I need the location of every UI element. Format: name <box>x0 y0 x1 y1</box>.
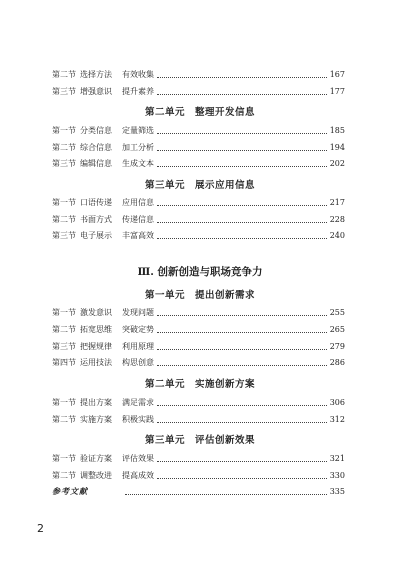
leader-dots <box>157 404 327 406</box>
unit-title: 提出创新需求 <box>195 290 256 301</box>
unit-number: 第三单元 <box>144 435 185 446</box>
leader-dots <box>157 477 327 479</box>
leader-dots <box>157 165 327 167</box>
unit-heading <box>0 432 400 446</box>
page-ref: 306 <box>329 398 345 407</box>
section-subtitle: 传递信息 <box>122 215 154 224</box>
toc-entry[interactable] <box>52 68 345 81</box>
part-title: Ⅲ. 创新创造与职场竞争力 <box>137 266 263 278</box>
section-subtitle: 生成文本 <box>122 159 154 168</box>
section-number: 第二节 <box>52 471 76 480</box>
page-ref: 330 <box>329 471 345 480</box>
section-number: 第二节 <box>52 70 76 79</box>
section-title: 书面方式 <box>80 215 112 224</box>
section-subtitle: 丰富高效 <box>122 231 154 240</box>
section-number: 第二节 <box>52 215 76 224</box>
page-ref: 217 <box>329 198 345 207</box>
page-ref: 279 <box>329 342 345 351</box>
section-subtitle: 定量筛选 <box>122 126 154 135</box>
unit-heading <box>0 287 400 301</box>
toc-entry[interactable] <box>52 157 345 170</box>
page-ref: 321 <box>329 454 345 463</box>
section-subtitle: 突破定势 <box>122 325 154 334</box>
page-ref: 228 <box>329 215 345 224</box>
page-ref: 167 <box>329 70 345 79</box>
section-title: 提出方案 <box>80 398 112 407</box>
page-number: 2 <box>37 522 44 535</box>
section-subtitle: 积极实践 <box>122 415 154 424</box>
unit-heading <box>0 104 400 118</box>
section-number: 第二节 <box>52 325 76 334</box>
section-subtitle: 利用原理 <box>122 342 154 351</box>
toc-entry[interactable] <box>52 196 345 209</box>
section-subtitle: 提升素养 <box>122 87 154 96</box>
section-subtitle: 满足需求 <box>122 398 154 407</box>
leader-dots <box>157 76 327 78</box>
page-ref: 286 <box>329 358 345 367</box>
section-subtitle: 评估效果 <box>122 454 154 463</box>
section-subtitle: 发现问题 <box>122 308 154 317</box>
section-title: 综合信息 <box>80 143 112 152</box>
toc-entry[interactable] <box>52 413 345 426</box>
section-title: 编辑信息 <box>80 159 112 168</box>
page-ref: 240 <box>329 231 345 240</box>
section-title: 增强意识 <box>80 87 112 96</box>
toc-entry[interactable] <box>52 469 345 482</box>
section-subtitle: 加工分析 <box>122 143 154 152</box>
section-number: 第一节 <box>52 398 76 407</box>
unit-number: 第二单元 <box>144 379 185 390</box>
section-subtitle: 提高成效 <box>122 471 154 480</box>
leader-dots <box>157 237 327 239</box>
unit-title: 实施创新方案 <box>195 379 256 390</box>
section-title: 分类信息 <box>80 126 112 135</box>
toc-entry[interactable] <box>52 340 345 353</box>
section-number: 第一节 <box>52 126 76 135</box>
unit-number: 第一单元 <box>144 290 185 301</box>
leader-dots <box>157 331 327 333</box>
section-number: 第二节 <box>52 415 76 424</box>
section-subtitle: 构思创意 <box>122 358 154 367</box>
unit-number: 第二单元 <box>144 107 185 118</box>
section-number: 第二节 <box>52 143 76 152</box>
section-number: 第三节 <box>52 159 76 168</box>
leader-dots <box>157 132 327 134</box>
page-ref: 177 <box>329 87 345 96</box>
section-title: 运用技法 <box>80 358 112 367</box>
section-number: 第四节 <box>52 358 76 367</box>
toc-entry[interactable] <box>52 323 345 336</box>
page-ref: 185 <box>329 126 345 135</box>
leader-dots <box>125 493 327 495</box>
section-title: 调整改进 <box>80 471 112 480</box>
leader-dots <box>157 364 327 366</box>
section-title: 拓宽思维 <box>80 325 112 334</box>
page-ref: 265 <box>329 325 345 334</box>
toc-entry[interactable] <box>52 306 345 319</box>
section-number: 第一节 <box>52 198 76 207</box>
unit-title: 评估创新效果 <box>195 435 256 446</box>
unit-title: 展示应用信息 <box>195 180 256 191</box>
page-ref: 255 <box>329 308 345 317</box>
toc-entry[interactable] <box>52 141 345 154</box>
section-title: 电子展示 <box>80 231 112 240</box>
references-label: 参考文献 <box>52 486 88 496</box>
leader-dots <box>157 348 327 350</box>
toc-entry[interactable] <box>52 85 345 98</box>
toc-entry[interactable] <box>52 452 345 465</box>
leader-dots <box>157 221 327 223</box>
page-ref: 194 <box>329 143 345 152</box>
section-subtitle: 有效收集 <box>122 70 154 79</box>
leader-dots <box>157 421 327 423</box>
toc-entry[interactable] <box>52 213 345 226</box>
leader-dots <box>157 314 327 316</box>
toc-entry[interactable] <box>52 356 345 369</box>
section-title: 激发意识 <box>80 308 112 317</box>
section-title: 实施方案 <box>80 415 112 424</box>
toc-entry[interactable] <box>52 396 345 409</box>
section-subtitle: 应用信息 <box>122 198 154 207</box>
toc-entry[interactable] <box>52 229 345 242</box>
toc-entry-references[interactable] <box>52 485 345 498</box>
leader-dots <box>157 93 327 95</box>
section-number: 第三节 <box>52 342 76 351</box>
page-ref: 312 <box>329 415 345 424</box>
section-number: 第三节 <box>52 87 76 96</box>
unit-number: 第三单元 <box>144 180 185 191</box>
toc-entry[interactable] <box>52 124 345 137</box>
leader-dots <box>157 204 327 206</box>
leader-dots <box>157 149 327 151</box>
section-title: 口语传递 <box>80 198 112 207</box>
unit-title: 整理开发信息 <box>195 107 256 118</box>
section-number: 第一节 <box>52 454 76 463</box>
section-number: 第一节 <box>52 308 76 317</box>
page-ref: 202 <box>329 159 345 168</box>
unit-heading <box>0 177 400 191</box>
page-ref: 335 <box>329 487 345 496</box>
section-title: 把握规律 <box>80 342 112 351</box>
unit-heading <box>0 376 400 390</box>
section-number: 第三节 <box>52 231 76 240</box>
leader-dots <box>157 460 327 462</box>
section-title: 验证方案 <box>80 454 112 463</box>
section-title: 选择方法 <box>80 70 112 79</box>
